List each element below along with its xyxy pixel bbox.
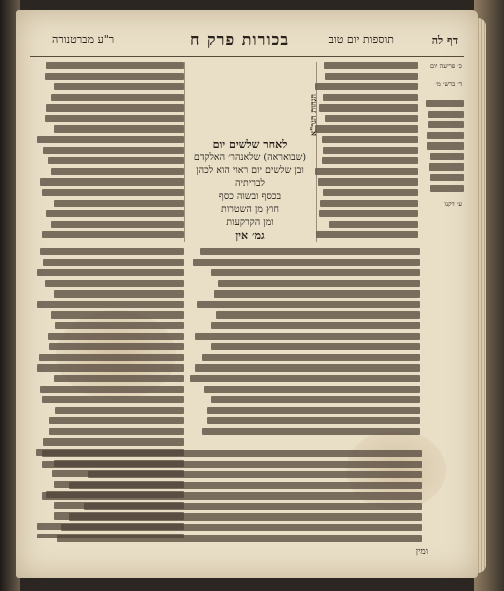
text-line xyxy=(51,311,185,318)
text-line xyxy=(43,259,184,266)
commentary-column-right xyxy=(314,62,418,242)
text-line xyxy=(37,269,184,276)
text-line xyxy=(214,290,420,297)
text-line xyxy=(429,163,464,170)
text-line xyxy=(69,482,422,489)
mishnah-line: לאחר שלשים יום xyxy=(212,138,288,151)
text-line xyxy=(37,364,184,371)
book-page xyxy=(16,10,478,578)
text-line xyxy=(202,354,420,361)
text-line xyxy=(39,354,185,361)
text-line xyxy=(193,259,420,266)
mishnah-text-box xyxy=(188,138,312,246)
text-line xyxy=(323,94,418,101)
running-title: תוספות יום טוב xyxy=(328,33,394,46)
text-line xyxy=(45,115,185,122)
folio-number: דף לה xyxy=(431,34,458,47)
text-line xyxy=(37,136,184,143)
text-line xyxy=(211,343,420,350)
text-line xyxy=(190,375,420,382)
text-line xyxy=(49,417,184,424)
side-annotation: הגהות הגר"א xyxy=(308,94,318,137)
text-line xyxy=(61,524,422,531)
text-line xyxy=(319,104,418,111)
mishnah-line: בכסף ובשוה כסף xyxy=(218,191,282,202)
text-line xyxy=(211,396,420,403)
text-line xyxy=(84,503,422,510)
text-line xyxy=(195,364,420,371)
text-line xyxy=(207,407,420,414)
text-line xyxy=(88,471,422,478)
text-line xyxy=(40,248,184,255)
text-line xyxy=(322,136,418,143)
text-line xyxy=(315,83,418,90)
text-line xyxy=(211,269,420,276)
text-line xyxy=(51,168,185,175)
text-line xyxy=(46,210,184,217)
margin-gloss: כ׳ פריעה יום xyxy=(430,62,462,70)
text-line xyxy=(54,83,185,90)
text-line xyxy=(315,168,418,175)
text-line xyxy=(55,407,184,414)
text-line xyxy=(324,62,418,69)
text-line xyxy=(427,132,464,139)
text-line xyxy=(42,450,422,457)
text-line xyxy=(202,428,420,435)
mishnah-line: (שבואראה) שלאנהר׳ האלקדם xyxy=(193,152,307,163)
text-line xyxy=(426,100,464,107)
column-divider xyxy=(184,62,185,242)
header-rule xyxy=(30,56,464,57)
text-line xyxy=(43,438,184,445)
margin-gloss: ד׳ ברש׳ מ׳ xyxy=(435,80,462,88)
text-line xyxy=(40,178,184,185)
text-line xyxy=(322,157,418,164)
text-line xyxy=(45,73,185,80)
text-line xyxy=(316,231,418,238)
commentary-lower-right xyxy=(188,248,420,443)
text-line xyxy=(54,125,185,132)
text-line xyxy=(216,311,420,318)
text-line xyxy=(207,417,420,424)
text-line xyxy=(45,280,185,287)
text-line xyxy=(329,221,418,228)
mishnah-line: ומן הקרקעות xyxy=(226,217,274,228)
text-line xyxy=(204,386,420,393)
text-line xyxy=(430,185,464,192)
text-line xyxy=(49,343,184,350)
text-line xyxy=(54,375,185,382)
text-line xyxy=(211,322,420,329)
text-line xyxy=(319,210,418,217)
text-line xyxy=(51,221,185,228)
text-line xyxy=(323,189,418,196)
text-line xyxy=(69,513,422,520)
mishnah-line: ובן שלשים יום ראוי הוא לכהן לבריתיה xyxy=(196,165,304,189)
text-line xyxy=(42,461,422,468)
text-line xyxy=(323,147,418,154)
text-line xyxy=(46,62,184,69)
text-line xyxy=(315,125,418,132)
text-line xyxy=(320,200,418,207)
text-line xyxy=(55,322,184,329)
text-line xyxy=(428,111,464,118)
text-line xyxy=(42,492,422,499)
text-line xyxy=(430,174,464,181)
text-line xyxy=(318,178,418,185)
catchword: ומין xyxy=(415,547,428,557)
text-line xyxy=(46,104,184,111)
text-line xyxy=(37,301,184,308)
text-line xyxy=(325,73,418,80)
mishnah-line: חוץ מן השטרות xyxy=(221,204,279,215)
text-line xyxy=(42,189,185,196)
text-line xyxy=(200,248,420,255)
margin-glosses-column xyxy=(426,100,464,195)
text-line xyxy=(42,231,185,238)
text-line xyxy=(430,153,464,160)
text-line xyxy=(40,386,184,393)
text-line xyxy=(428,121,464,128)
commentary-bottom xyxy=(34,450,422,545)
mishnah-line: גמ׳ אין xyxy=(235,229,265,242)
text-line xyxy=(54,200,185,207)
text-line xyxy=(48,333,185,340)
commentary-column-left xyxy=(34,62,184,242)
text-line xyxy=(197,301,420,308)
text-line xyxy=(43,147,184,154)
text-line xyxy=(427,142,464,149)
margin-gloss: ע׳ דקנו xyxy=(444,200,462,208)
text-line xyxy=(42,396,185,403)
text-line xyxy=(49,428,184,435)
text-line xyxy=(51,94,185,101)
text-line xyxy=(48,157,185,164)
column-divider xyxy=(316,62,317,242)
text-line xyxy=(54,290,185,297)
running-header xyxy=(30,32,464,54)
text-line xyxy=(325,115,418,122)
text-line xyxy=(195,333,420,340)
chapter-heading: בכורות פרק ח xyxy=(190,30,290,49)
text-line xyxy=(218,280,420,287)
running-title-commentary: ר"ע מברטנורה xyxy=(52,33,115,46)
text-line xyxy=(57,535,422,542)
